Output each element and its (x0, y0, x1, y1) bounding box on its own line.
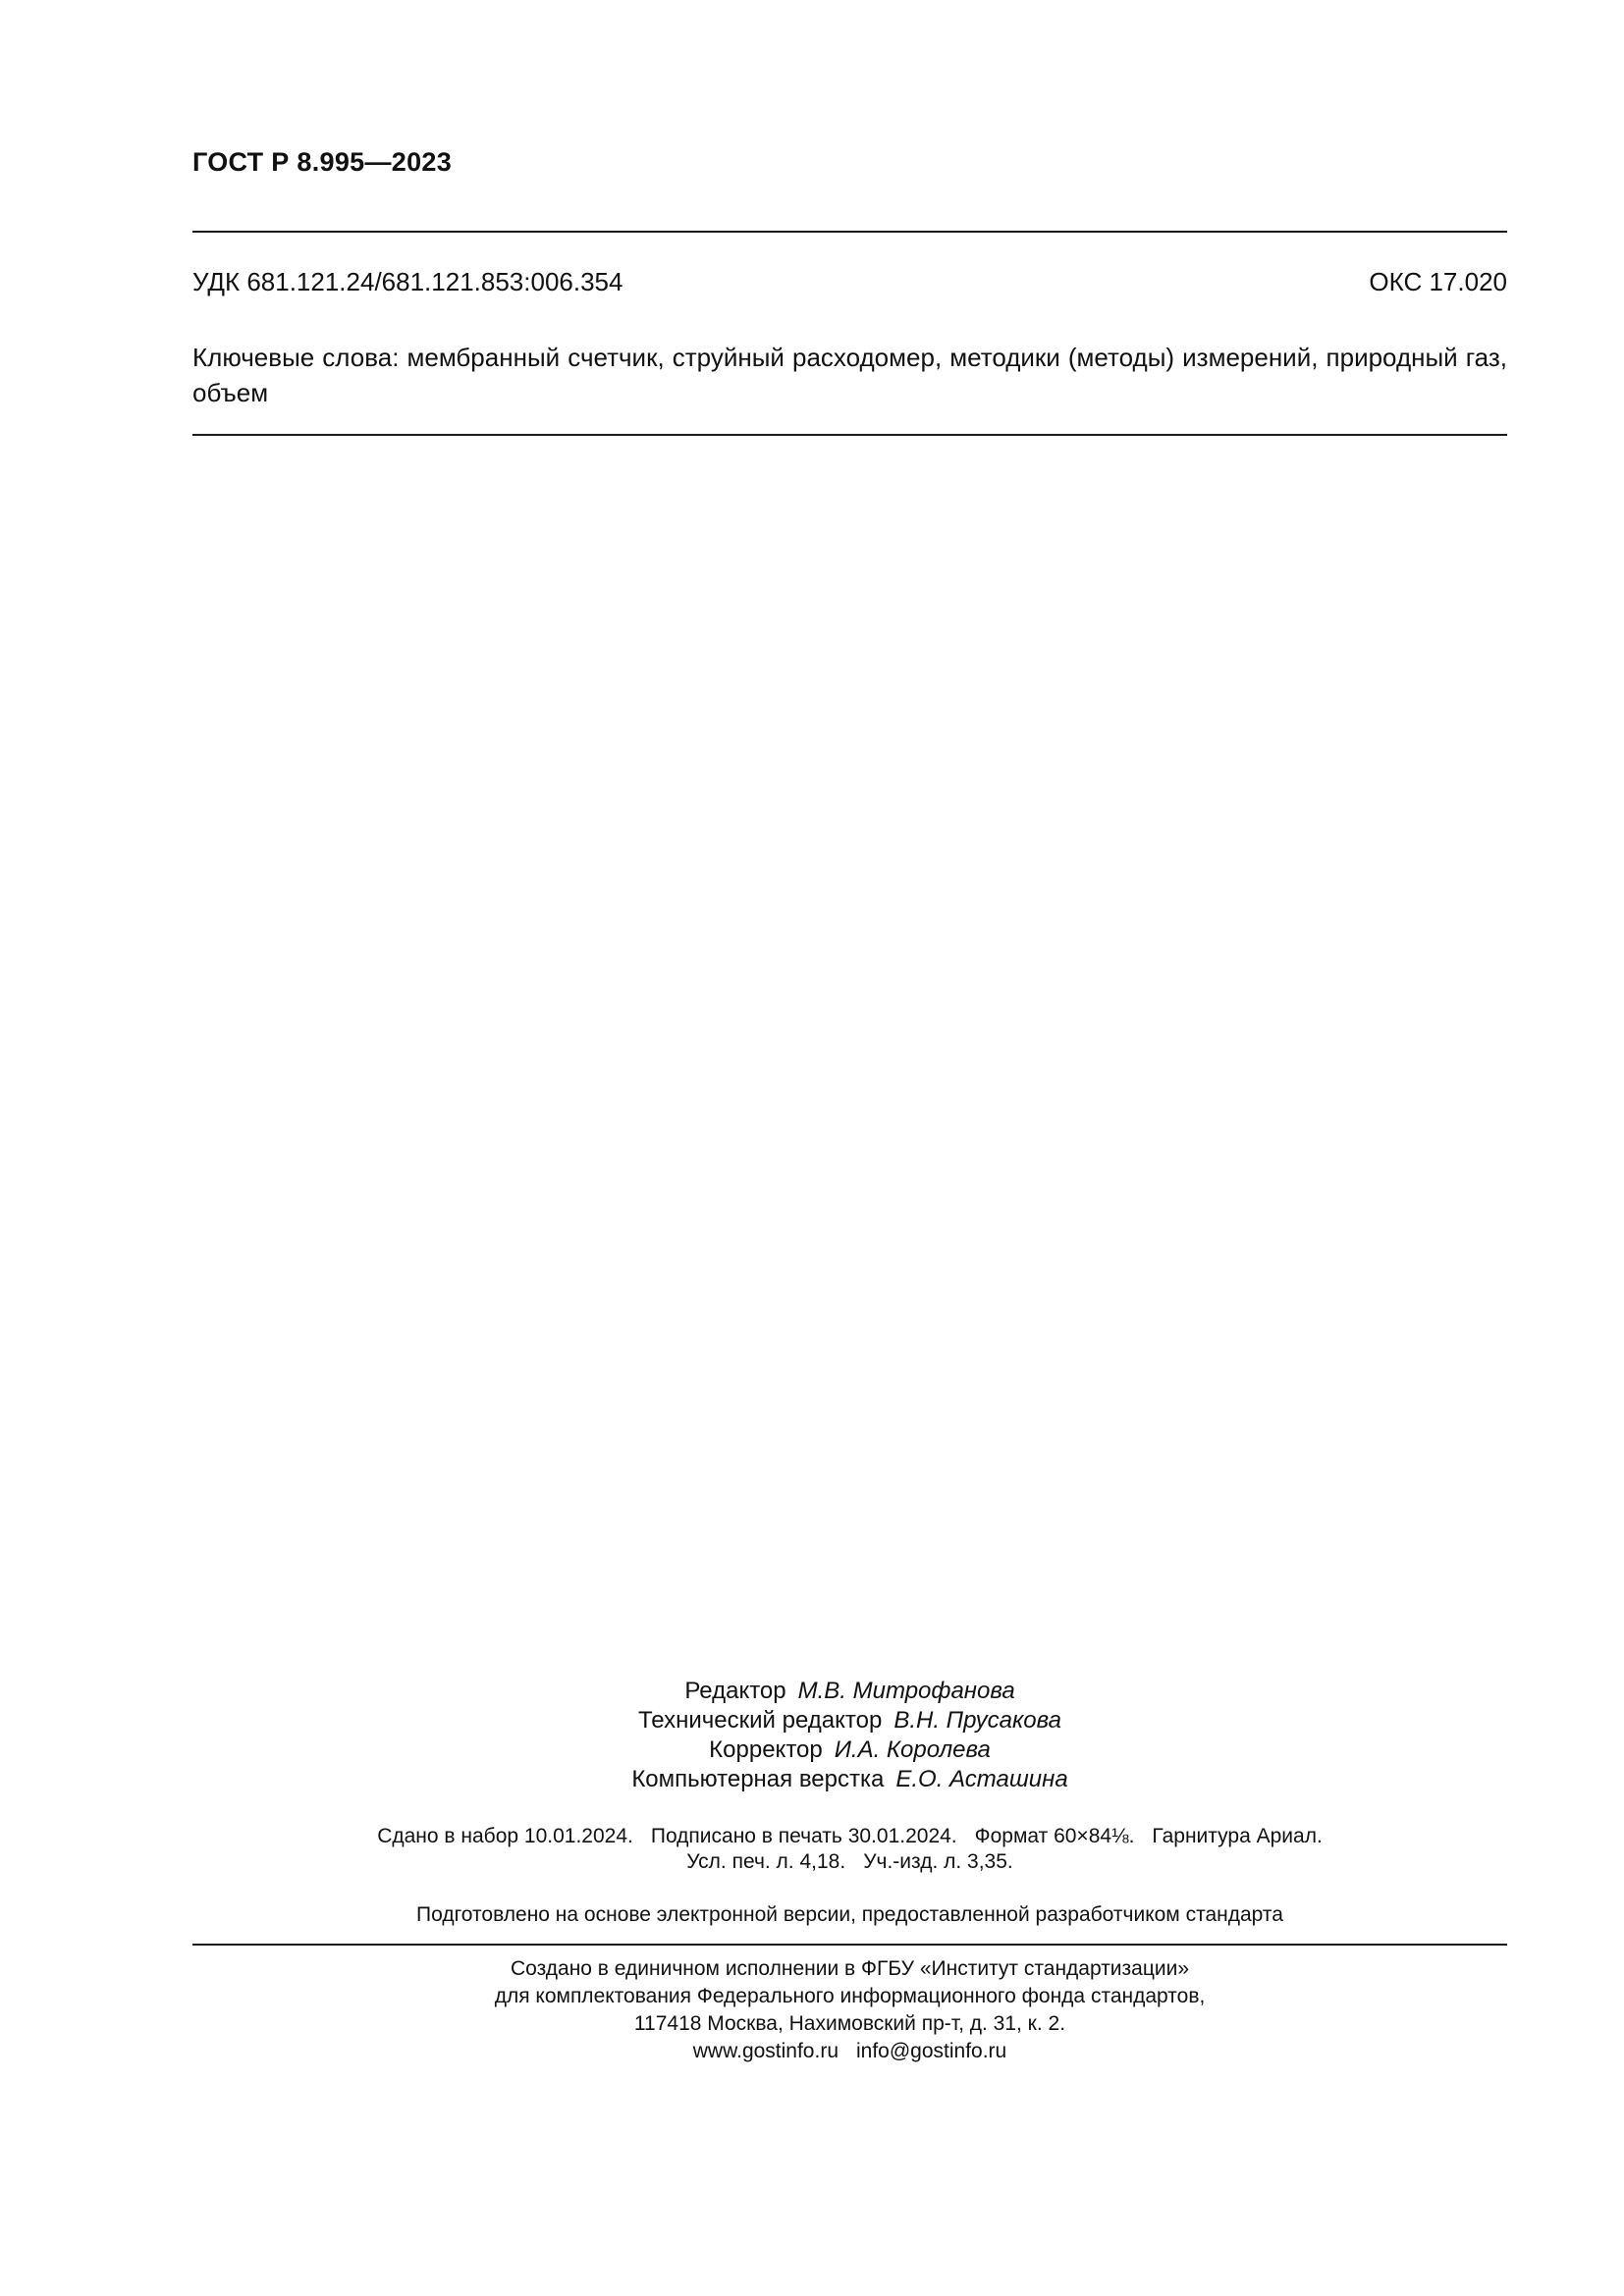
keywords-divider (192, 434, 1507, 436)
publisher-line-1: Создано в единичном исполнении в ФГБУ «Институт стандартизации» (510, 1957, 1190, 1980)
prepared-note: Подготовлено на основе электронной версии, предоставленной разработчиком стандарта (416, 1903, 1283, 1926)
credit-layout (192, 1765, 1507, 1794)
oks-code: ОКС 17.020 (1369, 267, 1507, 296)
top-divider (192, 231, 1507, 233)
submitted-date: Сдано в набор 10.01.2024. (377, 1825, 633, 1847)
publisher-contacts (192, 2038, 1507, 2065)
credit-person: Е.О. Асташина (895, 1766, 1068, 1792)
edition-sheets: Уч.-изд. л. 3,35. (863, 1850, 1013, 1873)
credit-proofreader (192, 1735, 1507, 1765)
credit-person: В.Н. Прусакова (893, 1707, 1061, 1734)
print-info-block (192, 1824, 1507, 1875)
credit-role: Корректор (709, 1736, 823, 1763)
website-link[interactable]: www.gostinfo.ru (692, 2040, 839, 2062)
credit-person: М.В. Митрофанова (797, 1678, 1015, 1704)
print-info-line-1 (192, 1824, 1507, 1849)
keywords-paragraph: Ключевые слова: мембранный счетчик, струйный расходомер, методики (методы) измерений, природный газ, объем (192, 343, 1507, 407)
document-code: ГОСТ Р 8.995—2023 (192, 147, 453, 177)
print-info-line-2 (192, 1849, 1507, 1875)
credit-person: И.А. Королева (834, 1736, 991, 1763)
publisher-line-2: для комплектования Федерального информационного фонда стандартов, (494, 1985, 1206, 2007)
publisher-block (192, 1955, 1507, 2065)
bottom-divider (192, 1944, 1507, 1946)
paper-format: Формат 60×84⅛. (974, 1825, 1135, 1847)
email-link[interactable]: info@gostinfo.ru (856, 2040, 1007, 2062)
credit-technical-editor (192, 1706, 1507, 1735)
credit-role: Редактор (684, 1678, 786, 1704)
printed-sheets: Усл. печ. л. 4,18. (686, 1850, 846, 1873)
publisher-address: 117418 Москва, Нахимовский пр-т, д. 31, к. 2. (633, 2012, 1066, 2035)
signed-date: Подписано в печать 30.01.2024. (650, 1825, 957, 1847)
credit-role: Компьютерная верстка (631, 1766, 885, 1792)
credit-role: Технический редактор (637, 1707, 883, 1734)
credits-block (192, 1677, 1507, 1794)
credit-editor (192, 1677, 1507, 1706)
udk-code: УДК 681.121.24/681.121.853:006.354 (192, 267, 623, 296)
typeface: Гарнитура Ариал. (1152, 1825, 1323, 1847)
